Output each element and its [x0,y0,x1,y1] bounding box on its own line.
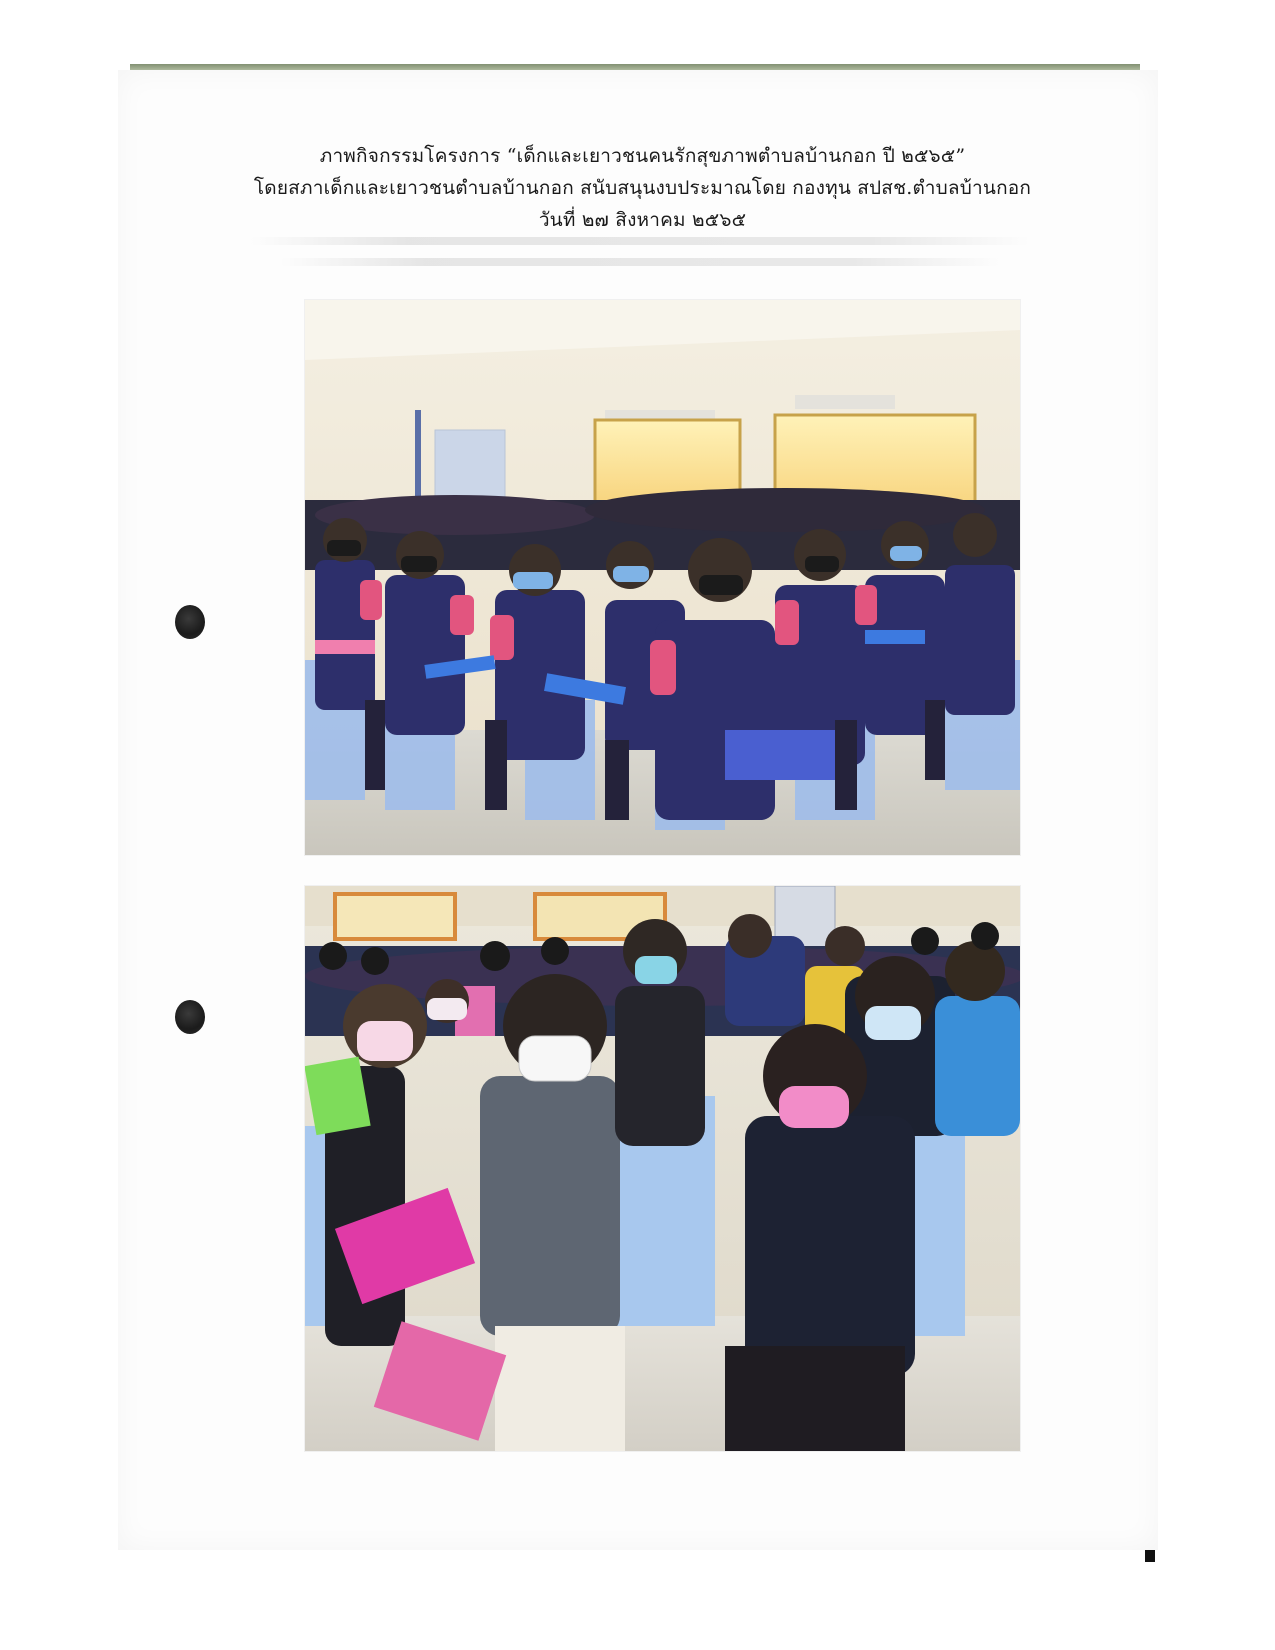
show-through-text [280,258,1000,266]
document-header [180,140,1105,236]
scan-edge-mark [1145,1550,1155,1562]
header-sponsor: โดยสภาเด็กและเยาวชนตำบลบ้านกอก สนับสนุนงบประมาณโดย กองทุน สปสช.ตำบลบ้านกอก [253,177,1032,199]
punch-hole-bottom [175,1000,205,1034]
show-through-text [250,237,1030,245]
activity-photo-1 [305,300,1020,855]
header-date: วันที่ ๒๗ สิงหาคม ๒๕๖๕ [538,209,747,231]
punch-hole-top [175,605,205,639]
header-title: ภาพกิจกรรมโครงการ “เด็กและเยาวชนคนรักสุขภาพตำบลบ้านกอก ปี ๒๕๖๕” [319,145,966,167]
activity-photo-2 [305,886,1020,1451]
